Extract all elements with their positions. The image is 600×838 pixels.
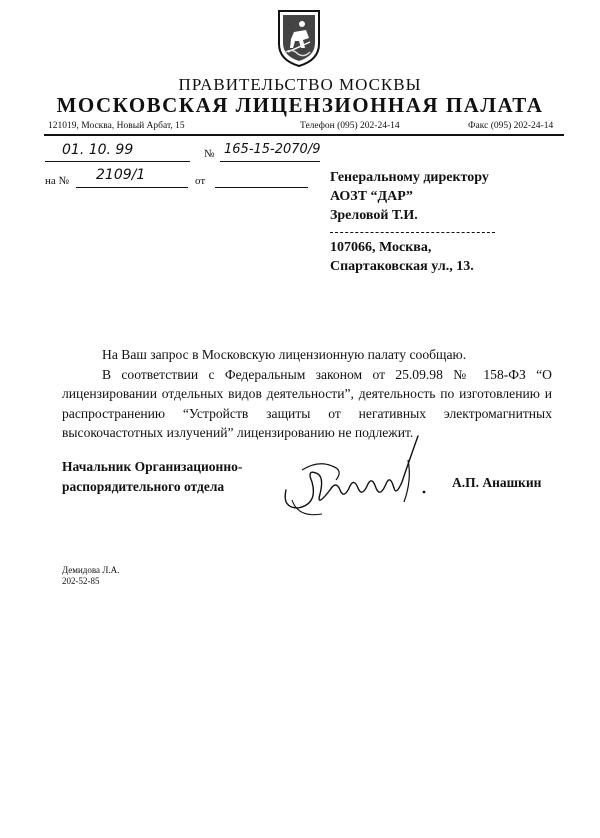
signatory-position-line-1: Начальник Организационно- [62, 459, 243, 474]
executor-name: Демидова Л.А. [62, 565, 120, 575]
letter-body [62, 345, 552, 443]
body-paragraph-2: В соответствии с Федеральным законом от 25.09.98 № 158-ФЗ “О лицензировании отдельных видов деятельности”, деятельность по изготовлению и распространению “Устройств защиты от негативных электромагнитных высокочастотных излучений” лицензированию не подлежит. [62, 366, 552, 441]
organization-address: 121019, Москва, Новый Арбат, 15 [48, 121, 185, 131]
signatory-position-line-2: распорядительного отдела [62, 478, 225, 494]
outgoing-date: 01. 10. 99 [62, 142, 134, 158]
recipient-postcode-city: 107066, Москва, [330, 240, 432, 255]
outgoing-number: 165-15-2070/9 [224, 142, 321, 157]
from-underline [215, 186, 308, 188]
number-underline [220, 160, 320, 162]
handwritten-signature [278, 430, 438, 520]
executor-phone: 202-52-85 [62, 576, 100, 586]
from-label: от [195, 175, 206, 187]
organization-fax: Факс (095) 202-24-14 [468, 121, 554, 131]
body-paragraph-1: На Ваш запрос в Московскую лицензионную палату сообщаю. [102, 347, 467, 362]
signatory-position [62, 457, 242, 496]
number-label: № [204, 148, 215, 160]
moscow-coat-of-arms-emblem [276, 8, 322, 68]
reply-to-number: 2109/1 [96, 167, 146, 183]
organization-phone: Телефон (095) 202-24-14 [300, 121, 400, 131]
letterhead-divider [44, 134, 564, 136]
reply-to-underline [76, 186, 188, 188]
executor-info [62, 565, 119, 587]
date-underline [45, 160, 190, 162]
organization-heading: МОСКОВСКАЯ ЛИЦЕНЗИОННАЯ ПАЛАТА [56, 93, 544, 117]
reply-to-label: на № [45, 175, 70, 187]
government-heading: ПРАВИТЕЛЬСТВО МОСКВЫ [178, 75, 422, 94]
recipient-divider [330, 232, 495, 233]
recipient-name: Зреловой Т.И. [330, 208, 418, 223]
recipient-street: Спартаковская ул., 13. [330, 259, 474, 274]
signatory-name: А.П. Анашкин [452, 475, 542, 490]
recipient-position: Генеральному директору [330, 170, 489, 185]
recipient-company: АОЗТ “ДАР” [330, 189, 413, 204]
